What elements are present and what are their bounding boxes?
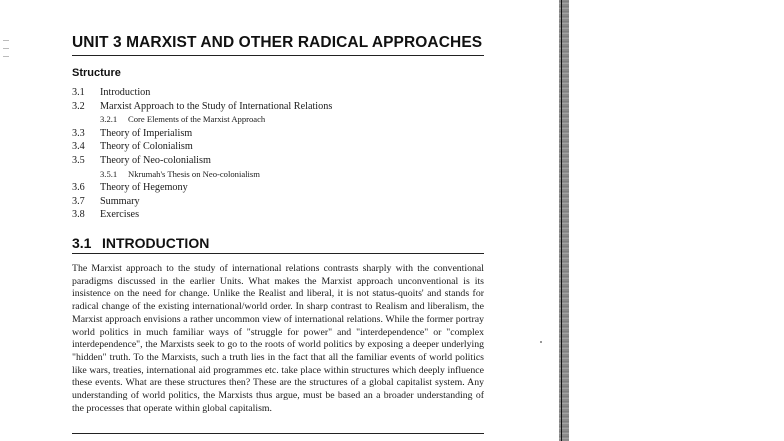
toc-label: Core Elements of the Marxist Approach (128, 114, 266, 125)
toc-subitem[interactable] (72, 113, 492, 127)
toc-item[interactable] (72, 127, 492, 141)
toc-label: Theory of Imperialism (100, 127, 193, 139)
toc-label: Theory of Hegemony (100, 182, 188, 194)
toc-label: Marxist Approach to the Study of International Relations (100, 100, 333, 112)
toc-item[interactable] (72, 208, 492, 222)
section-title: INTRODUCTION (102, 235, 210, 251)
toc-item[interactable] (72, 140, 492, 154)
toc-label: Summary (100, 195, 140, 207)
scan-speck (540, 341, 542, 343)
structure-heading: Structure (72, 67, 121, 79)
bottom-rule (72, 433, 484, 434)
toc-subitem[interactable] (72, 168, 492, 182)
toc-item[interactable] (72, 195, 492, 209)
toc-number: 3.8 (72, 209, 85, 221)
toc-label: Exercises (100, 209, 140, 221)
toc-item[interactable] (72, 100, 492, 114)
toc-number: 3.7 (72, 195, 85, 207)
unit-title: UNIT 3 MARXIST AND OTHER RADICAL APPROACHES (72, 34, 484, 56)
section-heading (72, 235, 484, 254)
toc-number: 3.3 (72, 127, 85, 139)
toc-number: 3.4 (72, 141, 85, 153)
toc-label: Nkrumah's Thesis on Neo-colonialism (128, 168, 260, 179)
toc-number: 3.5 (72, 154, 85, 166)
toc-label: Theory of Colonialism (100, 141, 193, 153)
toc-number: 3.1 (72, 87, 85, 98)
toc-number: 3.2 (72, 100, 85, 112)
toc-item[interactable] (72, 86, 492, 100)
toc-number: 3.2.1 (100, 114, 118, 125)
margin-marks (3, 40, 11, 70)
toc-number: 3.5.1 (100, 168, 118, 179)
introduction-paragraph: The Marxist approach to the study of international relations contrasts sharply with the conventional paradigms discussed in the earlier Units. What makes the Marxist approach unconventional is its insistence on the need for change. Unlike the Realist and liberal, it is not status-quoits' and stands for radical change of the existing international/world order. In sharp contrast to Realism and liberalism, the Marxist approach envisions a rather uncommon view of international relations. While the former portray world politics in much familiar ways of "struggle for power" and "interdependence" or "complex interdependence", the Marxists seek to go to the roots of world politics by exposing a deeper underlying "hidden" truth. To the Marxists, such a truth lies in the fact that all the familiar events of world politics like wars, treaties, international aid programmes etc. take place within structures which deeply influence these events. What are these structures then? These are the structures of a global capitalist system. Any understanding of world politics, the Marxists thus argue, must be based an a broader understanding of the processes that operate within global capitalism. (72, 263, 484, 414)
toc-label: Theory of Neo-colonialism (100, 154, 211, 166)
toc-item[interactable] (72, 154, 492, 168)
toc-item[interactable] (72, 181, 492, 195)
section-number: 3.1 (72, 235, 92, 251)
toc-label: Introduction (100, 87, 151, 98)
toc-number: 3.6 (72, 182, 85, 194)
page-edge-line (561, 0, 562, 441)
table-of-contents (72, 86, 492, 222)
